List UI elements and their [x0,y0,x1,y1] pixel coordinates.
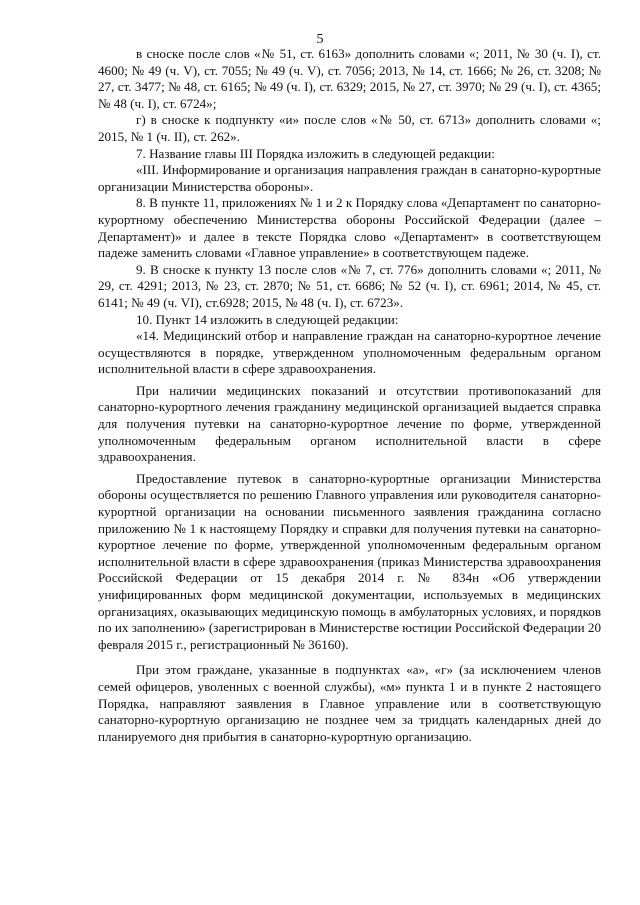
paragraph-footnote-amendment: в сноске после слов «№ 51, ст. 6163» дополнить словами «; 2011, № 30 (ч. I), ст. 4600; № 49 (ч. V), ст. 7055; № 49 (ч. V), ст. 7056; 2013, № 14, ст. 1666; № 26, ст. 3208; № 27, ст. 3477; № 48, ст. 6165; № 49 (ч. I), ст. 6329; 2015, № 27, ст. 3970; № 29 (ч. I), ст. 4365; № 48 (ч. I), ст. 6724»; [98,46,601,111]
paragraph-item-10: 10. Пункт 14 изложить в следующей редакции: [136,311,399,327]
paragraph-medical-certificate: При наличии медицинских показаний и отсутствии противопоказаний для санаторно-курортного лечения гражданину медицинской организацией выдается справка для получения путевки на санаторно-курортное лечение по форме, утвержденной уполномоченным федеральным органом исполнительной власти в сфере здравоохранения. [98,382,601,465]
paragraph-voucher-provision: Предоставление путевок в санаторно-курортные организации Министерства обороны осуществляется по решению Главного управления или руководителя санаторно-курортной организации на основании письменного заявления гражданина согласно приложению № 1 к настоящему Порядку и справки для получения путевки на санаторно-курортное лечение по форме, утвержденной уполномоченным федеральным органом исполнительной власти в сфере здравоохранения (приказ Министерства здравоохранения Российской Федерации от 15 декабря 2014 г. № 834н «Об утверждении унифицированных форм медицинской документации, используемых в медицинских организациях, оказывающих медицинскую помощь в амбулаторных условиях, и порядков по их заполнению» (зарегистрирован в Министерстве юстиции Российской Федерации 20 февраля 2015 г., регистрационный № 36160). [98,470,601,652]
paragraph-item-14: «14. Медицинский отбор и направление граждан на санаторно-курортное лечение осуществляются в порядке, утвержденном уполномоченным федеральным органом исполнительной власти в сфере здравоохранения. [98,328,601,377]
document-body [98,46,601,745]
paragraph-subitem-g: г) в сноске к подпункту «и» после слов «№ 50, ст. 6713» дополнить словами «; 2015, № 1 (ч. II), ст. 262». [98,112,601,144]
paragraph-application-deadline: При этом граждане, указанные в подпунктах «а», «г» (за исключением членов семей офицеров, уволенных с военной службы), «м» пункта 1 и в пункте 2 настоящего Порядка, направляют заявления в Главное управление или в соответствующую санаторно-курортную организацию не позднее чем за тридцать календарных дней до планируемого дня прибытия в санаторно-курортную организацию. [98,662,601,744]
paragraph-item-7: 7. Название главы III Порядка изложить в следующей редакции: [136,145,495,161]
page-number: 5 [316,32,324,47]
paragraph-item-9: 9. В сноске к пункту 13 после слов «№ 7, ст. 776» дополнить словами «; 2011, № 29, ст. 4291; 2013, № 23, ст. 2870; № 51, ст. 6686; № 52 (ч. I), ст. 6961; 2014, № 45, ст. 6141; № 49 (ч. VI), ст.6928; 2015, № 48 (ч. I), ст. 6723». [98,261,601,310]
paragraph-chapter-title: «III. Информирование и организация направления граждан в санаторно-курортные организации Министерства обороны». [98,162,601,194]
paragraph-item-8: 8. В пункте 11, приложениях № 1 и 2 к Порядку слова «Департамент по санаторно-курортному обеспечению Министерства обороны Российской Федерации (далее – Департамент)» и далее в тексте Порядка слово «Департамент» в соответствующем падеже заменить словами «Главное управление» в соответствующем падеже. [98,195,601,261]
